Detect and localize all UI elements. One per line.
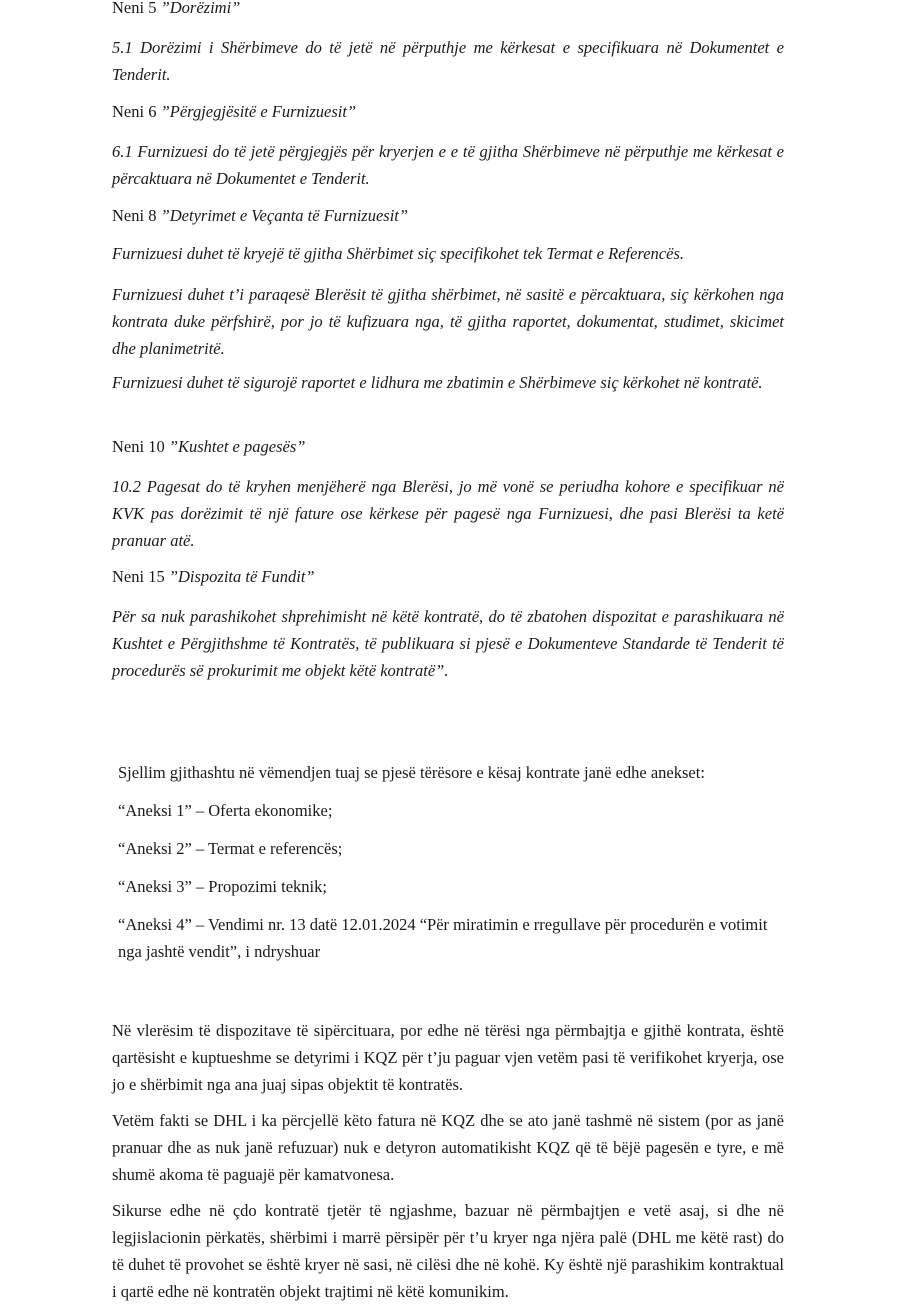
annex-item-4: “Aneksi 4” – Vendimi nr. 13 datë 12.01.2024 “Për miratimin e rregullave për procedurën e votimit nga jashtë vendit”, i ndryshuar	[118, 915, 768, 961]
article-label: Neni 15	[112, 567, 169, 586]
article-10-heading	[112, 433, 784, 460]
article-label: Neni 10	[112, 437, 169, 456]
annex-item-1: “Aneksi 1” – Oferta ekonomike;	[118, 801, 333, 820]
annex-item-3: “Aneksi 3” – Propozimi teknik;	[118, 877, 327, 896]
article-5-text: 5.1 Dorëzimi i Shërbimeve do të jetë në përputhje me kërkesat e specifikuara në Dokumentet e Tenderit.	[112, 38, 784, 84]
annex-item-2: “Aneksi 2” – Termat e referencës;	[118, 839, 343, 858]
article-label: Neni 8	[112, 206, 161, 225]
article-title: ”Dispozita të Fundit”	[168, 567, 315, 586]
article-8-heading	[112, 202, 784, 229]
article-title: ”Përgjegjësitë e Furnizuesit”	[160, 102, 357, 121]
annexes-intro: Sjellim gjithashtu në vëmendjen tuaj se pjesë tërësore e kësaj kontrate janë edhe anekset:	[118, 763, 705, 782]
article-8-paragraph-1: Furnizuesi duhet të kryejë të gjitha Shërbimet siç specifikohet tek Termat e Referencës.	[112, 244, 684, 263]
body-paragraph-1: Në vlerësim të dispozitave të sipërcituara, por edhe në tërësi nga përmbajtja e gjithë kontrata, është qartësisht e kuptueshme se detyrimi i KQZ për t’ju paguar vjen vetëm pasi të verifikohet kryerja, ose jo e shërbimit nga ana juaj sipas objektit të kontratës.	[112, 1021, 784, 1094]
article-10-text: 10.2 Pagesat do të kryhen menjëherë nga Blerësi, jo më vonë se periudha kohore e specifikuar në KVK pas dorëzimit të një fature ose kërkese për pagesë nga Furnizuesi, dhe pasi Blerësi ta ketë pranuar atë.	[112, 477, 784, 550]
article-15-heading	[112, 563, 784, 590]
article-5-heading	[112, 0, 784, 21]
article-8-paragraph-2: Furnizuesi duhet t’i paraqesë Blerësit të gjitha shërbimet, në sasitë e përcaktuara, siç kërkohen nga kontrata duke përfshirë, por jo të kufizuara nga, të gjitha raportet, dokumentat, studimet, skicimet dhe planimetritë.	[112, 285, 784, 358]
article-6-heading	[112, 98, 784, 125]
article-15-text: Për sa nuk parashikohet shprehimisht në këtë kontratë, do të zbatohen dispozitat e parashikuara në Kushtet e Përgjithshme të Kontratës, të publikuara si pjesë e Dokumenteve Standarde të Tenderit të procedurës së prokurimit me objekt këtë kontratë”.	[112, 607, 784, 680]
article-title: ”Detyrimet e Veçanta të Furnizuesit”	[160, 206, 409, 225]
article-8-paragraph-3: Furnizuesi duhet të sigurojë raportet e lidhura me zbatimin e Shërbimeve siç kërkohet në kontratë.	[112, 373, 763, 392]
article-label: Neni 5	[112, 0, 161, 17]
article-title: ”Dorëzimi”	[160, 0, 241, 17]
article-label: Neni 6	[112, 102, 161, 121]
body-paragraph-3: Sikurse edhe në çdo kontratë tjetër të ngjashme, bazuar në përmbajtjen e vetë asaj, si dhe në legjislacionin përkatës, shërbimi i marrë përsipër për t’u kryer nga njëra palë (DHL me këtë rast) do të duhet të provohet se është kryer në sasi, në cilësi dhe në kohë. Ky është një parashikim kontraktual i qartë edhe në kontratën objekt trajtimi në këtë komunikim.	[112, 1201, 784, 1301]
body-paragraph-2: Vetëm fakti se DHL i ka përcjellë këto fatura në KQZ dhe se ato janë tashmë në sistem (por as janë pranuar dhe as nuk janë refuzuar) nuk e detyron automatikisht KQZ që të bëjë pagesën e tyre, e më shumë akoma të paguajë për kamatvonesa.	[112, 1111, 784, 1184]
article-6-text: 6.1 Furnizuesi do të jetë përgjegjës për kryerjen e e të gjitha Shërbimeve në përputhje me kërkesat e përcaktuara në Dokumentet e Tenderit.	[112, 142, 784, 188]
article-title: ”Kushtet e pagesës”	[168, 437, 306, 456]
